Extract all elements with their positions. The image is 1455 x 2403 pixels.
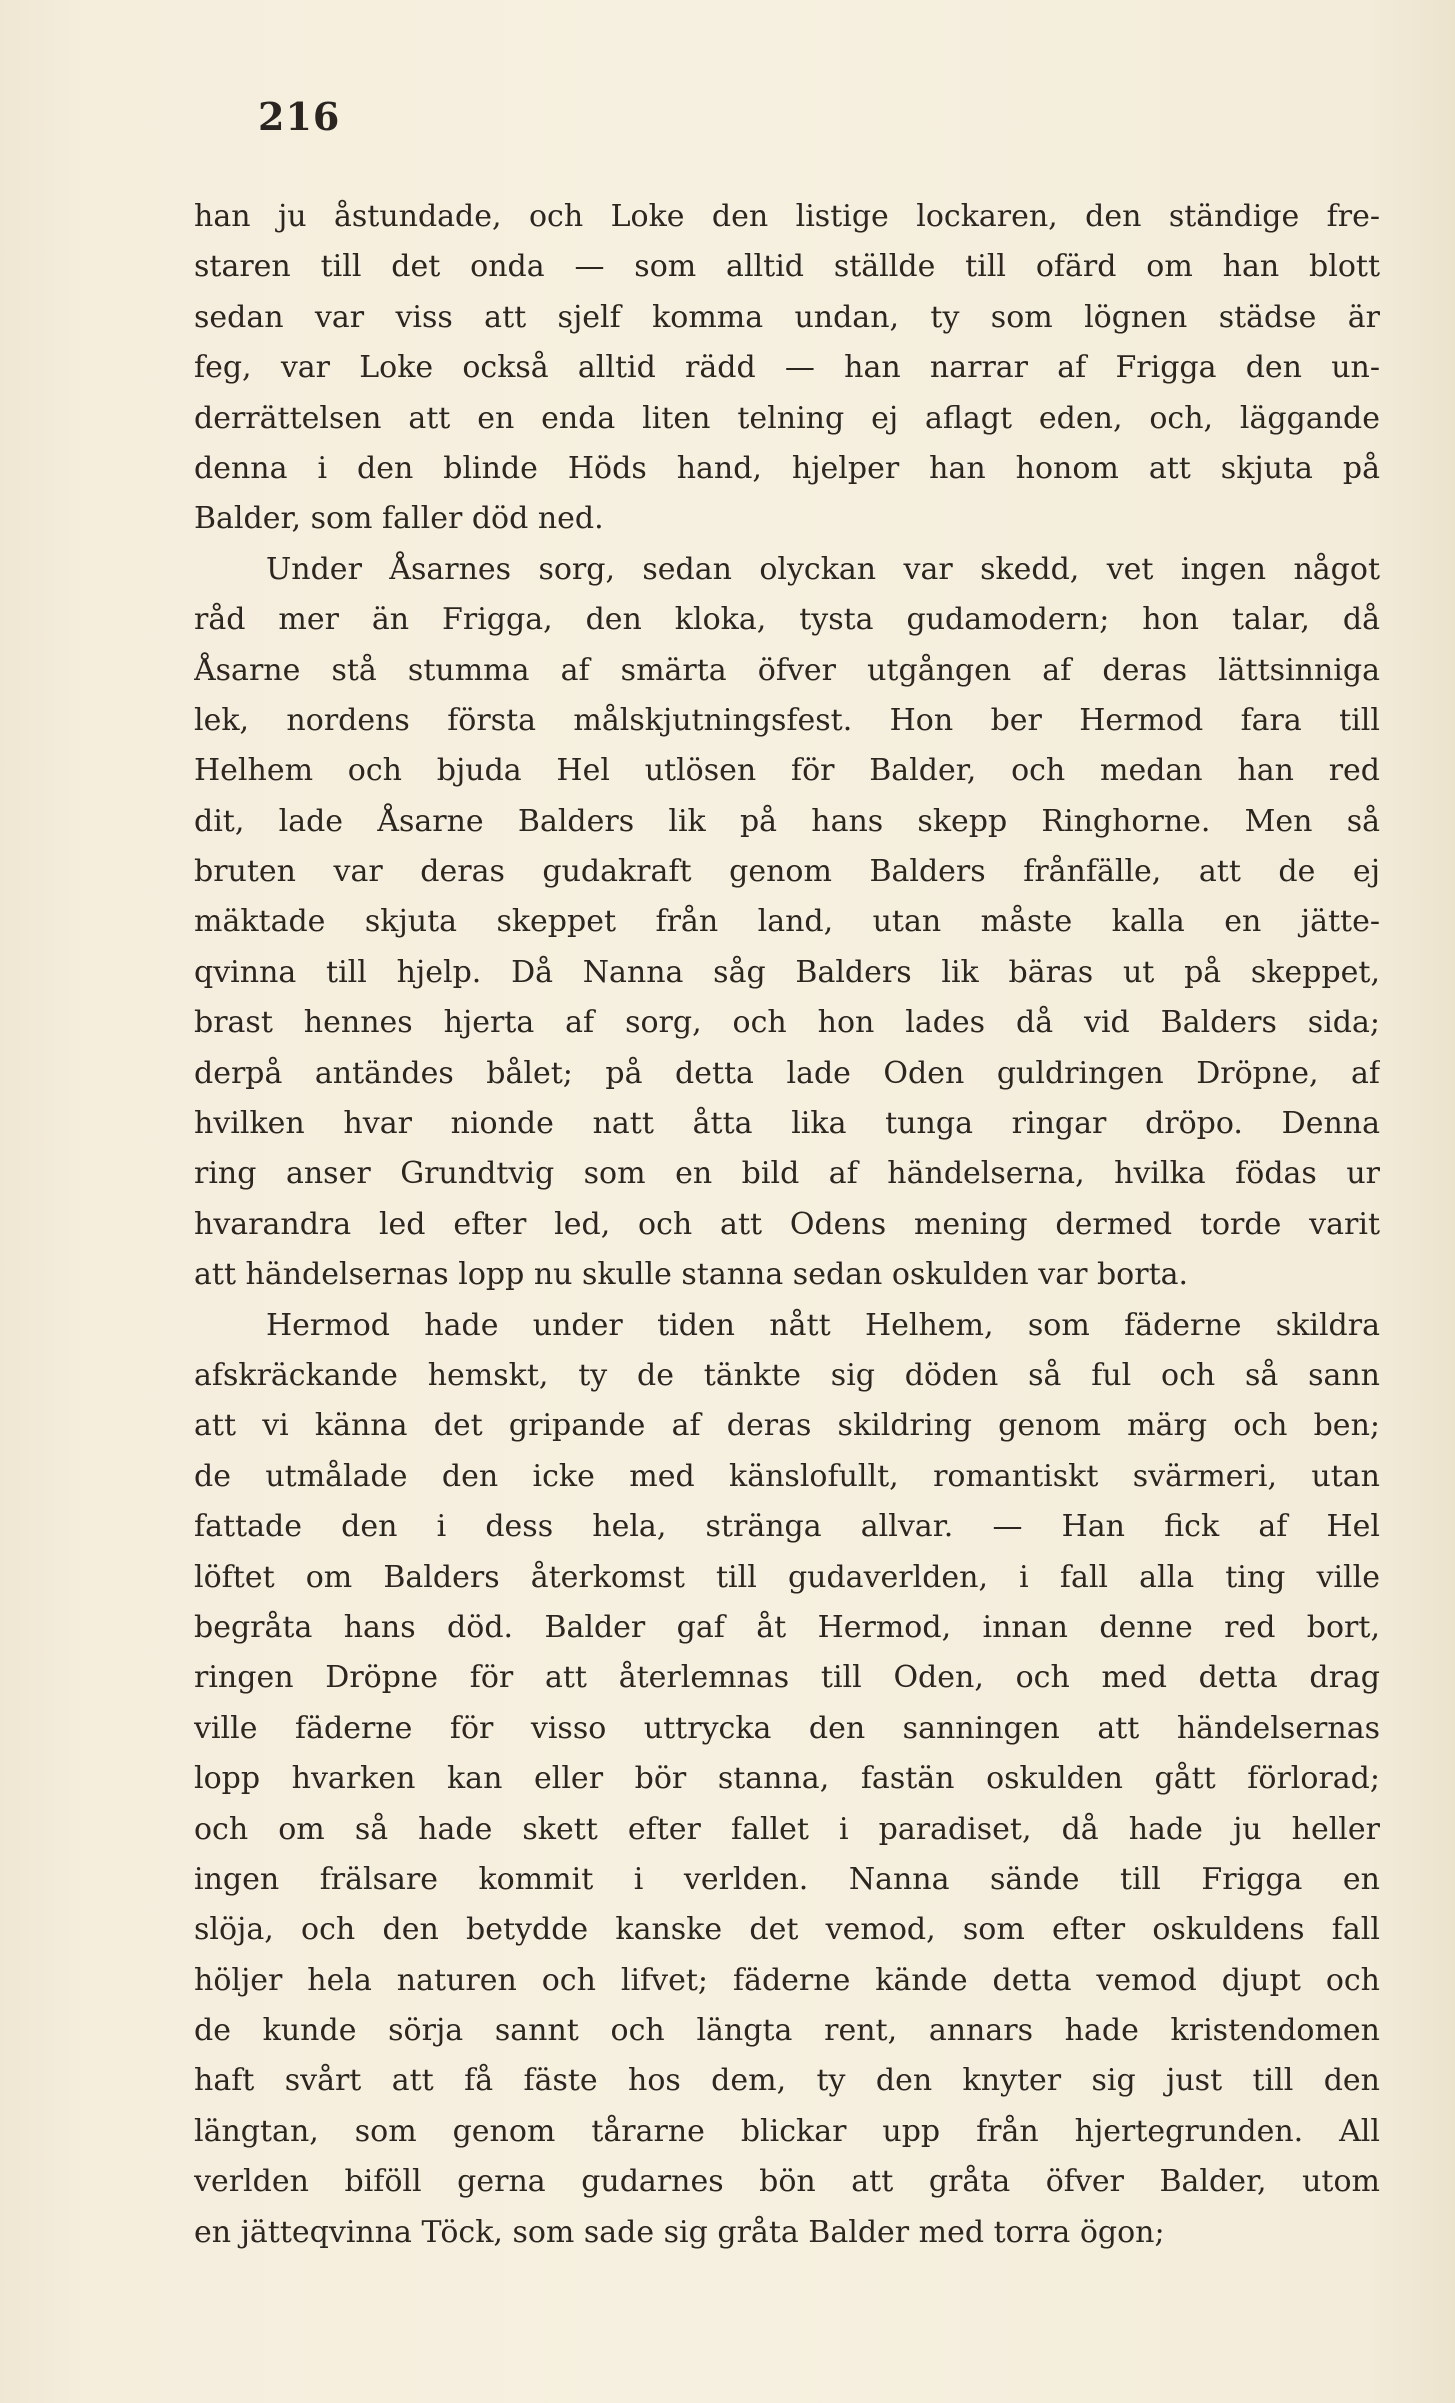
text-line: att händelsernas lopp nu skulle stanna sedan oskulden var borta. [194,1257,1189,1293]
text-line: sedan var viss att sjelf komma undan, ty som lögnen städse är [194,299,1380,335]
text-line: han ju åstundade, och Loke den listige lockaren, den ständige fre- [194,199,1380,234]
text-line: höljer hela naturen och lifvet; fäderne kände detta vemod djupt och [194,1962,1380,1998]
text-line: brast hennes hjerta af sorg, och hon lades då vid Balders sida; [194,1005,1380,1041]
text-line: löftet om Balders återkomst till gudaverlden, i fall alla ting ville [194,1559,1380,1595]
text-line: slöja, och den betydde kanske det vemod, som efter oskuldens fall [194,1912,1380,1948]
text-line: ringen Dröpne för att återlemnas till Oden, och med detta drag [194,1660,1380,1696]
text-line: mäktade skjuta skeppet från land, utan måste kalla en jätte- [194,904,1380,940]
text-line: ville fäderne för visso uttrycka den sanningen att händelsernas [194,1710,1380,1746]
text-line: feg, var Loke också alltid rädd — han narrar af Frigga den un- [194,350,1380,386]
text-line: denna i den blinde Höds hand, hjelper han honom att skjuta på [194,450,1380,486]
text-line: haft svårt att få fäste hos dem, ty den knyter sig just till den [194,2063,1380,2099]
text-line: lek, nordens första målskjutningsfest. Hon ber Hermod fara till [194,702,1380,738]
text-line: de kunde sörja sannt och längta rent, annars hade kristendomen [194,2013,1380,2049]
text-line: bruten var deras gudakraft genom Balders frånfälle, att de ej [194,854,1380,890]
text-line: Under Åsarnes sorg, sedan olyckan var skedd, vet ingen något [266,551,1380,587]
text-line: fattade den i dess hela, stränga allvar. — Han fick af Hel [194,1509,1380,1545]
text-line: Balder, som faller död ned. [194,501,604,537]
text-line: Helhem och bjuda Hel utlösen för Balder, och medan han red [194,753,1380,789]
body-text [194,192,1380,2258]
text-line: ring anser Grundtvig som en bild af händelserna, hvilka födas ur [194,1156,1380,1192]
text-line: verlden biföll gerna gudarnes bön att gråta öfver Balder, utom [194,2164,1380,2200]
text-line: afskräckande hemskt, ty de tänkte sig döden så ful och så sann [194,1357,1380,1393]
text-line: längtan, som genom tårarne blickar upp från hjertegrunden. All [194,2113,1380,2149]
text-line: begråta hans död. Balder gaf åt Hermod, innan denne red bort, [194,1609,1380,1645]
text-line: de utmålade den icke med känslofullt, romantiskt svärmeri, utan [194,1458,1380,1494]
text-line: och om så hade skett efter fallet i paradiset, då hade ju heller [194,1811,1380,1847]
text-line: lopp hvarken kan eller bör stanna, fastän oskulden gått förlorad; [194,1761,1380,1797]
text-line: Hermod hade under tiden nått Helhem, som fäderne skildra [266,1307,1380,1343]
text-line: qvinna till hjelp. Då Nanna såg Balders lik bäras ut på skeppet, [194,954,1380,990]
text-line: Åsarne stå stumma af smärta öfver utgången af deras lättsinniga [194,652,1380,688]
text-line: att vi känna det gripande af deras skildring genom märg och ben; [194,1408,1380,1444]
text-line: hvarandra led efter led, och att Odens mening dermed torde varit [194,1206,1380,1242]
text-line: en jätteqvinna Töck, som sade sig gråta Balder med torra ögon; [194,2214,1165,2250]
page-number: 216 [258,94,341,139]
text-line: råd mer än Frigga, den kloka, tysta gudamodern; hon talar, då [194,602,1380,638]
text-line: staren till det onda — som alltid ställde till ofärd om han blott [194,249,1380,285]
text-line: derpå antändes bålet; på detta lade Oden guldringen Dröpne, af [194,1055,1380,1091]
text-line: derrättelsen att en enda liten telning ej aflagt eden, och, läggande [194,400,1380,436]
text-line: dit, lade Åsarne Balders lik på hans skepp Ringhorne. Men så [194,803,1380,839]
text-line: hvilken hvar nionde natt åtta lika tunga ringar dröpo. Denna [194,1106,1380,1142]
text-line: ingen frälsare kommit i verlden. Nanna sände till Frigga en [194,1861,1380,1897]
